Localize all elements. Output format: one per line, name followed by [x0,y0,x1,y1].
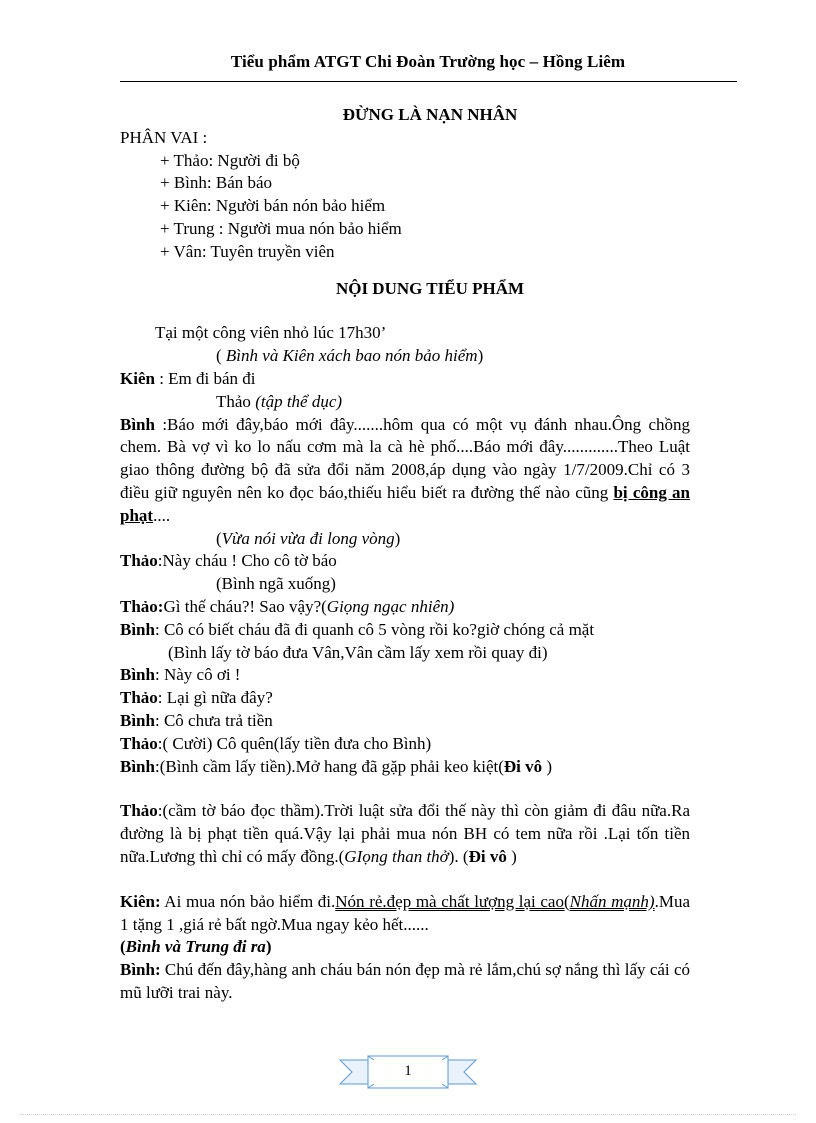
speaker-name: Bình [120,756,155,776]
speaker-name: Thảo: [120,596,164,616]
speaker-name: Thảo [120,551,158,571]
speaker-name: Bình [120,665,155,685]
document-body [120,104,690,1005]
speaker-name: Thảo [120,801,158,821]
dialogue-line: Bình :Báo mới đây,báo mới đây.......hôm qua có một vụ đánh nhau.Ông chồng chem. Bà vợ vì ko lo nấu cơm mà la cà hè phố....Báo mới đây.............Theo Luật giao thông đường bộ đã sửa đổi năm 2008,áp dụng vào ngày 1/7/2009.Chỉ có 3 điều giữ nguyên nên ko đọc báo,thiếu hiểu biết ra đường thế nào cũng bị công an phạt.... [120,414,690,525]
speaker-name: Kiên [120,368,155,388]
stage-direction: (Bình và Trung đi ra) [120,937,272,957]
dialogue-line: Thảo:(cầm tờ báo đọc thầm).Trời luật sửa đổi thế này thì còn giảm đi đâu nữa.Ra đường là bị phạt tiền quá.Vậy lại phải mua nón BH có tem nữa rồi .Lại tốn tiền nữa.Lương thì chỉ có mấy đồng.(GIọng than thở). (Đi vô ) [120,801,690,866]
role-item: + Vân: Tuyên truyền viên [160,241,335,261]
dialogue-line: Thảo:Này cháu ! Cho cô tờ báo [120,551,337,571]
stage-direction: ( Bình và Kiên xách bao nón bảo hiểm) [216,346,484,366]
speaker-name: Kiên: [120,891,161,911]
stage-direction: (Bình lấy tờ báo đưa Vân,Vân cầm lấy xem rồi quay đi) [168,642,548,662]
scene-setting: Tại một công viên nhỏ lúc 17h30’ [155,323,387,343]
footer-divider [20,1114,796,1115]
dialogue-line: Bình:(Bình cầm lấy tiền).Mở hang đã gặp phải keo kiệt(Đi vô ) [120,756,553,776]
dialogue-line: Thảo: Lại gì nữa đây? [120,688,273,708]
header-rule [120,81,737,82]
dialogue-line: Bình: Chú đến đây,hàng anh cháu bán nón đẹp mà rẻ lắm,chú sợ nắng thì lấy cái có mũ lưỡi trai này. [120,960,690,1002]
speaker-name: Bình [120,710,155,730]
roles-heading: PHÂN VAI : [120,127,208,147]
stage-direction: Thảo (tập thể dục) [216,391,343,411]
role-item: + Thảo: Người đi bộ [160,150,300,170]
dialogue-line: Bình: Cô có biết cháu đã đi quanh cô 5 vòng rồi ko?giờ chóng cả mặt [120,619,595,639]
role-item: + Bình: Bán báo [160,173,273,193]
dialogue-line: Thảo:( Cười) Cô quên(lấy tiền đưa cho Bình) [120,733,432,753]
speaker-name: Bình [120,619,155,639]
dialogue-line: Kiên: Ai mua nón bảo hiểm đi.Nón rẻ.đẹp mà chất lượng lại cao(Nhấn mạnh).Mua 1 tặng 1 ,giá rẻ bất ngờ.Mua ngay kẻo hết...... [120,891,690,934]
speaker-name: Bình [120,414,155,434]
spacer [120,264,690,278]
document-title: ĐỪNG LÀ NẠN NHÂN [342,105,518,124]
dialogue-line: Bình: Cô chưa trả tiền [120,710,273,730]
page-header: Tiểu phẩm ATGT Chi Đoàn Trường học – Hồng Liêm [230,52,626,71]
spacer [120,778,690,800]
speaker-name: Thảo [120,688,158,708]
dialogue-line: Bình: Này cô ơi ! [120,665,241,685]
speaker-name: Bình: [120,960,161,980]
role-item: + Trung : Người mua nón bảo hiểm [160,218,402,238]
stage-direction: (Vừa nói vừa đi long vòng) [216,528,401,548]
page-number-ribbon [338,1052,478,1092]
section-title: NỘI DUNG TIỂU PHẨM [335,278,525,298]
spacer [120,869,690,891]
spacer [120,300,690,322]
dialogue-line: Kiên : Em đi bán đi [120,368,256,388]
page-number: 1 [404,1063,412,1079]
role-item: + Kiên: Người bán nón bảo hiểm [160,196,386,216]
dialogue-line: Thảo:Gì thế cháu?! Sao vậy?(Giọng ngạc nhiên) [120,596,455,616]
speaker-name: Thảo [120,733,158,753]
stage-direction: (Bình ngã xuống) [216,574,336,594]
